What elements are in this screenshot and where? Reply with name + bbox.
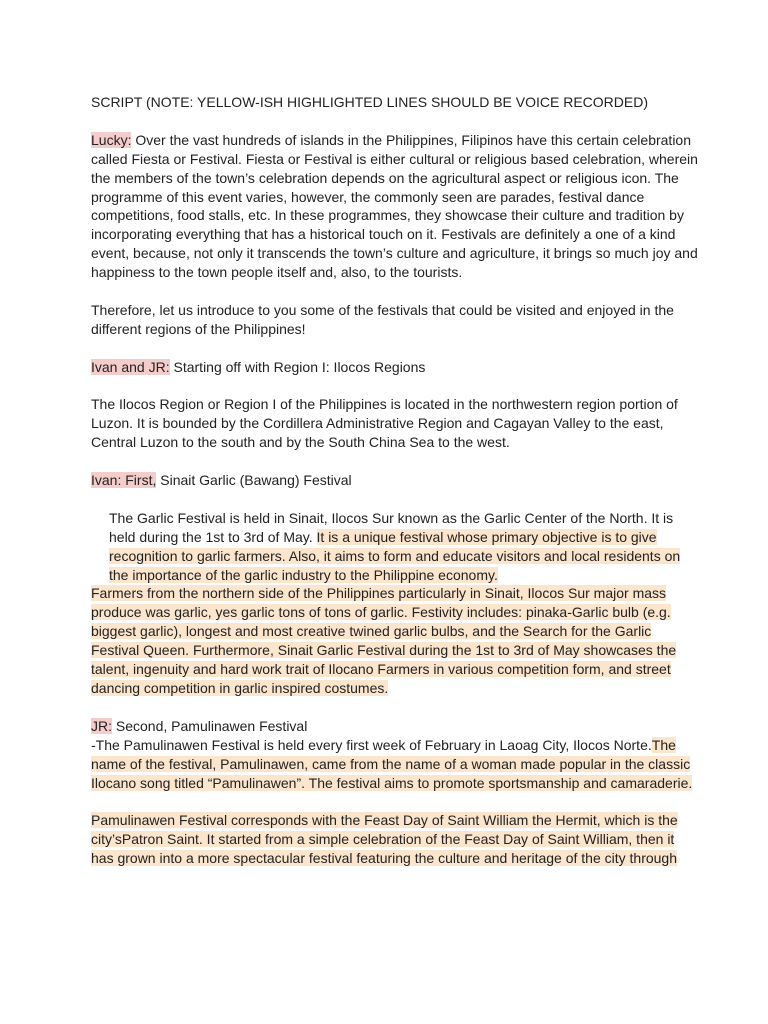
garlic-plain-text: The Garlic Festival is held in Sinait, Ilocos Sur known as the Garlic Center of the North. It is held during the 1st to 3rd of May. [109,509,674,545]
feast-highlighted-text: Pamulinawen Festival corresponds with the Feast Day of Saint William the Hermit, which is the city’sPatron Saint. It started from a simple celebration of the Feast Day of Saint William, then it has grown into a more spectacular festival featuring the culture and heritage of the city through [91,812,678,867]
speaker-label-lucky: Lucky: [91,131,132,148]
pamulinawen-highlighted-text: The name of the festival, Pamulinawen, came from the name of a woman made popular in the classic Ilocano song titled “Pamulinawen”. The festival aims to promote sportsmanship and camaraderie. [91,736,693,791]
pamulinawen-heading [91,717,698,736]
region-intro-text: Starting off with Region I: Ilocos Regions [169,358,426,375]
pamulinawen-plain-text: -The Pamulinawen Festival is held every first week of February in Laoag City, Ilocos Norte. [91,736,652,753]
pamulinawen-heading-text: Second, Pamulinawen Festival [112,717,308,734]
garlic-paragraph [91,509,698,585]
region-intro-line [91,358,698,377]
speaker-label-ivan: Ivan: First, [91,472,157,489]
garlic-festival-heading [91,471,698,490]
pamulinawen-paragraph [91,736,698,793]
feast-paragraph [91,811,698,868]
garlic-heading-text: Sinait Garlic (Bawang) Festival [156,472,352,489]
therefore-paragraph: Therefore, let us introduce to you some of the festivals that could be visited and enjoyed in the different regions of the Philippines! [91,301,674,337]
speaker-label-ivan-jr: Ivan and JR: [91,358,170,375]
intro-text: Over the vast hundreds of islands in the Philippines, Filipinos have this certain celebration called Fiesta or Festival. Fiesta or Festival is either cultural or religious based celebration, wherein the members of the town’s celebration depends on the agricultural aspect or religious icon. The programme of this event varies, however, the commonly seen are parades, festival dance competitions, food stalls, etc. In these programmes, they showcase their culture and tradition by incorporating everything that has a historical touch on it. Festivals are definitely a one of a kind event, because, not only it transcends the town’s culture and agriculture, it brings so much joy and happiness to the town people itself and, also, to the tourists. [91,131,698,281]
region-description: The Ilocos Region or Region I of the Philippines is located in the northwestern region portion of Luzon. It is bounded by the Cordillera Administrative Region and Cagayan Valley to the east, Central Luzon to the south and by the South China Sea to the west. [91,396,678,451]
farmers-highlighted-text: Farmers from the northern side of the Philippines particularly in Sinait, Ilocos Sur major mass produce was garlic, yes garlic tons of tons of garlic. Festivity includes: pinaka-Garlic bulb (e.g. biggest garlic), longest and most creative twined garlic bulbs, and the Search for the Garlic Festival Queen. Furthermore, Sinait Garlic Festival during the 1st to 3rd of May showcases the talent, ingenuity and hard work trait of Ilocano Farmers in various competition form, and street dancing competition in garlic inspired costumes. [91,585,677,696]
garlic-highlighted-text: It is a unique festival whose primary objective is to give recognition to garlic farmers. Also, it aims to form and educate visitors and local residents on the importance of the garlic industry to the Philippine economy. [109,528,681,583]
intro-paragraph [91,131,698,282]
speaker-label-jr: JR: [91,717,112,734]
farmers-paragraph [91,584,698,697]
script-heading: SCRIPT (NOTE: YELLOW-ISH HIGHLIGHTED LINES SHOULD BE VOICE RECORDED) [91,94,648,110]
